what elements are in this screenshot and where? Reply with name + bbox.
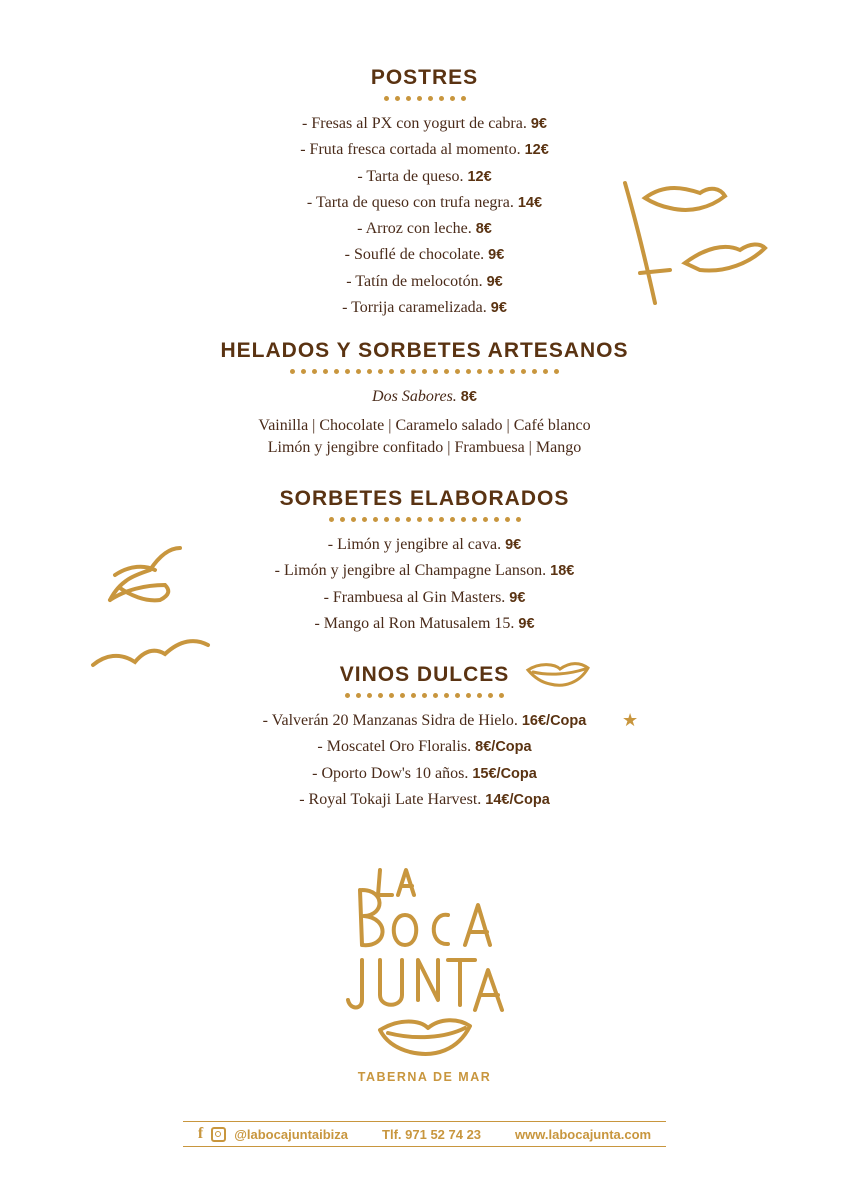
item-name: - Fresas al PX con yogurt de cabra. <box>302 115 527 132</box>
section-title: POSTRES <box>370 66 479 89</box>
dots-divider <box>0 693 849 698</box>
item-name: - Moscatel Oro Floralis. <box>317 738 472 756</box>
face-drawing-icon <box>615 178 775 308</box>
tagline: TABERNA DE MAR <box>357 1070 492 1084</box>
website-link[interactable]: www.labocajunta.com <box>515 1126 652 1142</box>
item-name: - Frambuesa al Gin Masters. <box>323 588 506 606</box>
item-name: - Souflé de chocolate. <box>344 246 485 264</box>
section-title: VINOS DULCES <box>339 663 510 686</box>
item-price: 12€ <box>524 142 549 159</box>
item-price: 14€/Copa <box>485 791 550 808</box>
item-name: - Limón y jengibre al cava. <box>327 536 502 553</box>
item-price: 9€ <box>518 615 535 632</box>
item-name: Dos Sabores. <box>372 388 457 405</box>
item-price: 18€ <box>550 563 575 580</box>
flavors-line: Limón y jengibre confitado | Frambuesa | Mango <box>267 439 582 457</box>
lips-icon <box>525 660 591 690</box>
item-name: - Royal Tokaji Late Harvest. <box>299 790 482 808</box>
item-price: 9€ <box>490 300 507 317</box>
section-title: SORBETES ELABORADOS <box>279 487 570 510</box>
list-item <box>0 111 849 137</box>
item-price: 9€ <box>530 116 547 132</box>
la-boca-junta-logo <box>340 860 510 1060</box>
item-price: 8€/Copa <box>475 739 532 756</box>
item-name: - Fruta fresca cortada al momento. <box>300 141 521 159</box>
social-handle-link[interactable]: @labocajuntaibiza <box>234 1126 349 1142</box>
section-helados <box>0 338 849 459</box>
item-price: 12€ <box>467 168 492 185</box>
item-name: - Limón y jengibre al Champagne Lanson. <box>274 562 547 580</box>
dots-divider <box>0 369 849 374</box>
list-item <box>0 384 849 410</box>
item-price: 15€/Copa <box>472 765 537 782</box>
footer-contact <box>183 1121 666 1147</box>
dots-divider <box>0 96 849 101</box>
item-name: - Torrija caramelizada. <box>342 299 487 317</box>
item-price: 8€ <box>460 389 477 405</box>
list-item <box>0 708 849 734</box>
item-name: - Oporto Dow's 10 años. <box>312 764 469 782</box>
star-icon: ★ <box>622 710 639 730</box>
item-name: - Tatín de melocotón. <box>346 272 483 290</box>
item-price: 14€ <box>517 194 543 211</box>
dots-divider <box>0 517 849 522</box>
section-title: HELADOS Y SORBETES ARTESANOS <box>220 339 629 362</box>
item-price: 9€ <box>509 589 526 606</box>
item-name: - Tarta de queso. <box>357 167 464 185</box>
item-name: - Tarta de queso con trufa negra. <box>306 193 514 211</box>
instagram-icon[interactable] <box>211 1127 226 1142</box>
item-name: - Mango al Ron Matusalem 15. <box>314 614 515 632</box>
list-item <box>0 761 849 787</box>
item-name: - Arroz con leche. <box>357 220 472 238</box>
flavors-line: Vainilla | Chocolate | Caramelo salado | Café blanco <box>258 417 591 435</box>
item-price: 9€ <box>505 537 522 553</box>
item-price: 9€ <box>486 273 503 290</box>
list-item <box>0 137 849 163</box>
list-item <box>0 734 849 760</box>
list-item <box>0 787 849 813</box>
item-price: 16€/Copa <box>521 713 587 729</box>
item-price: 9€ <box>488 247 505 264</box>
birds-drawing-icon <box>90 540 215 670</box>
phone-number: Tlf. 971 52 74 23 <box>382 1126 482 1142</box>
item-name: - Valverán 20 Manzanas Sidra de Hielo. <box>262 712 518 729</box>
facebook-icon[interactable]: f <box>197 1125 204 1142</box>
section-vinos <box>0 662 849 813</box>
item-price: 8€ <box>475 221 492 238</box>
